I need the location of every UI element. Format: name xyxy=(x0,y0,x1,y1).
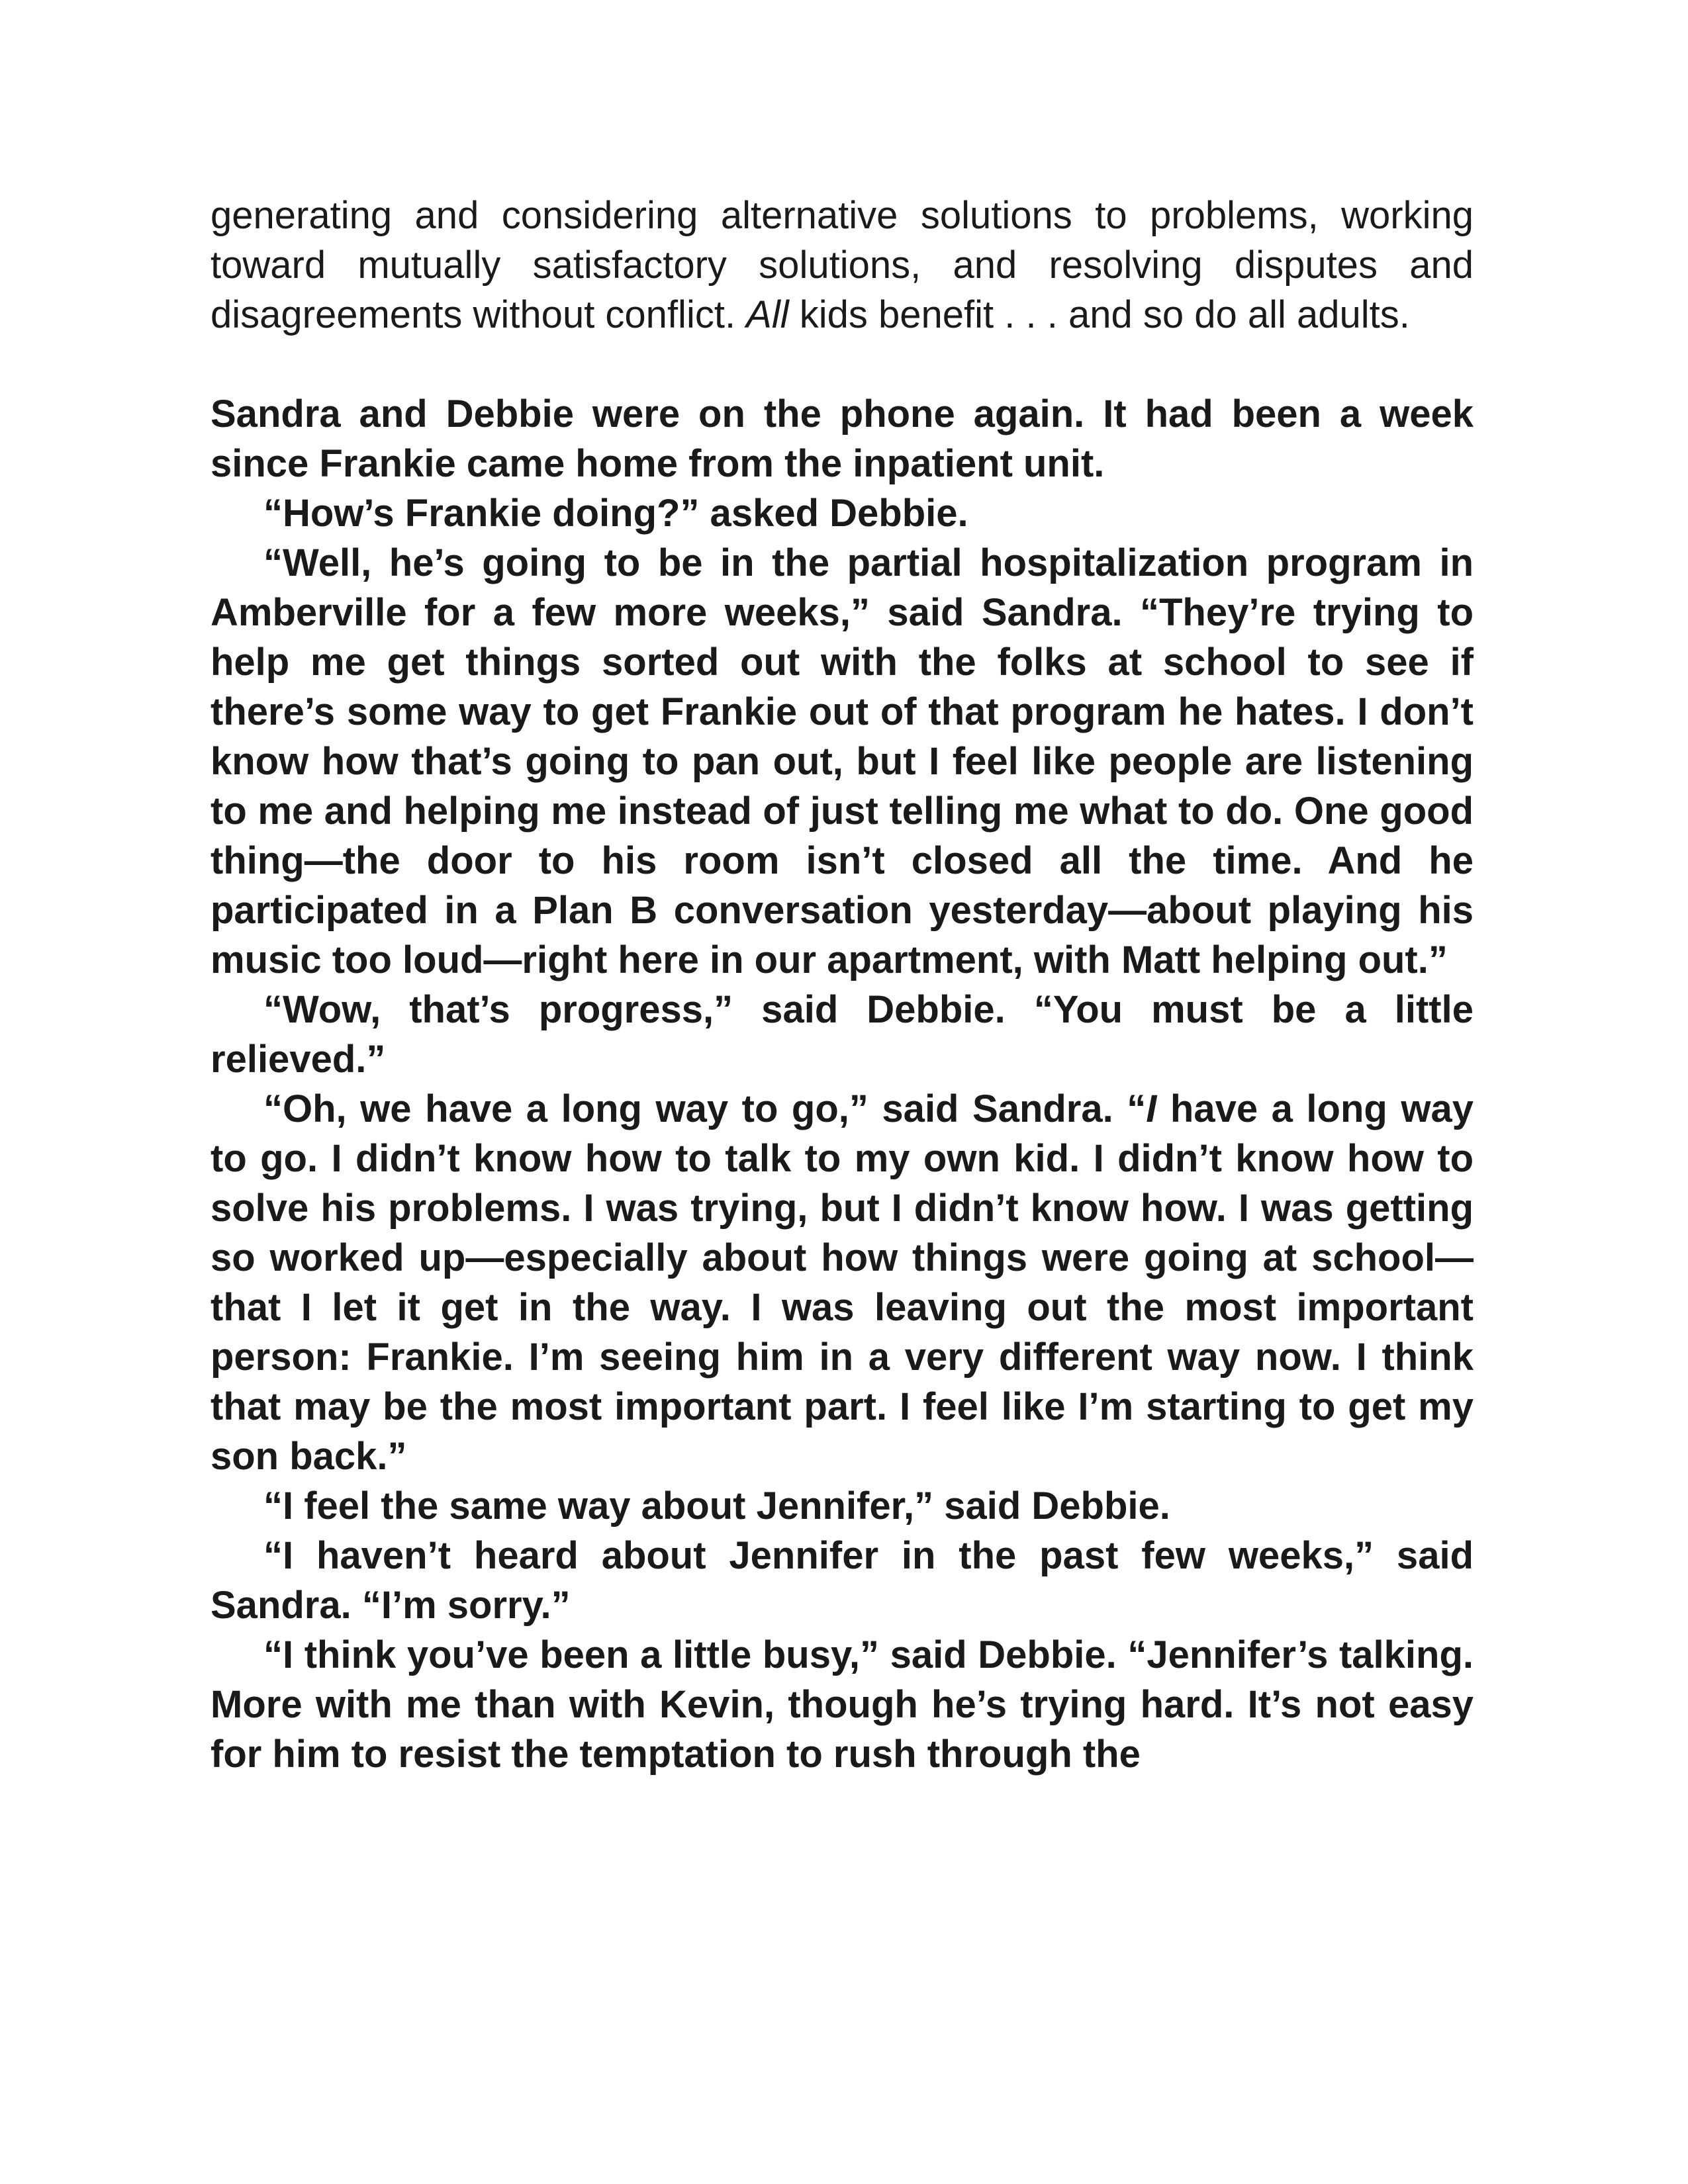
story-paragraph-4: “Wow, that’s progress,” said Debbie. “You must be a little relieved.” xyxy=(211,988,1474,1081)
story-section xyxy=(211,389,1474,1779)
intro-paragraph xyxy=(211,191,1474,340)
story-paragraph-3: “Well, he’s going to be in the partial hospitalization program in Amberville for a few more weeks,” said Sandra. “They’re trying to help me get things sorted out with the folks at school to see if there’s some way to get Frankie out of that program he hates. I don’t know how that’s going to pan out, but I feel like people are listening to me and helping me instead of just telling me what to do. One good thing—the door to his room isn’t closed all the time. And he participated in a Plan B conversation yesterday—about playing his music too loud—right here in our apartment, with Matt helping out.” xyxy=(211,541,1474,981)
story-paragraph-6: “I feel the same way about Jennifer,” said Debbie. xyxy=(263,1484,1170,1527)
story-paragraph-5 xyxy=(211,1084,1474,1481)
story-paragraph-7: “I haven’t heard about Jennifer in the past few weeks,” said Sandra. “I’m sorry.” xyxy=(211,1534,1474,1627)
story-paragraph-1: Sandra and Debbie were on the phone again. It had been a week since Frankie came home from the inpatient unit. xyxy=(211,392,1474,485)
page-body xyxy=(211,191,1474,1779)
intro-text-after: kids benefit . . . and so do all adults. xyxy=(788,293,1410,336)
intro-text-before: generating and considering alternative solutions to problems, working toward mutually satisfactory solutions, and resolving disputes and disagreements without conflict. xyxy=(211,194,1474,336)
story-paragraph-5-before: “Oh, we have a long way to go,” said Sandra. “ xyxy=(263,1087,1147,1130)
story-paragraph-8: “I think you’ve been a little busy,” said Debbie. “Jennifer’s talking. More with me than with Kevin, though he’s trying hard. It’s not easy for him to resist the temptation to rush through the xyxy=(211,1633,1474,1776)
story-paragraph-5-after: have a long way to go. I didn’t know how to talk to my own kid. I didn’t know how to solve his problems. I was trying, but I didn’t know how. I was getting so worked up—especially about how things were going at school—that I let it get in the way. I was leaving out the most important person: Frankie. I’m seeing him in a very different way now. I think that may be the most important part. I feel like I’m starting to get my son back.” xyxy=(211,1087,1474,1478)
story-paragraph-2: “How’s Frankie doing?” asked Debbie. xyxy=(263,492,968,535)
intro-emphasis: All xyxy=(746,293,789,336)
story-paragraph-5-emphasis: I xyxy=(1146,1087,1157,1130)
